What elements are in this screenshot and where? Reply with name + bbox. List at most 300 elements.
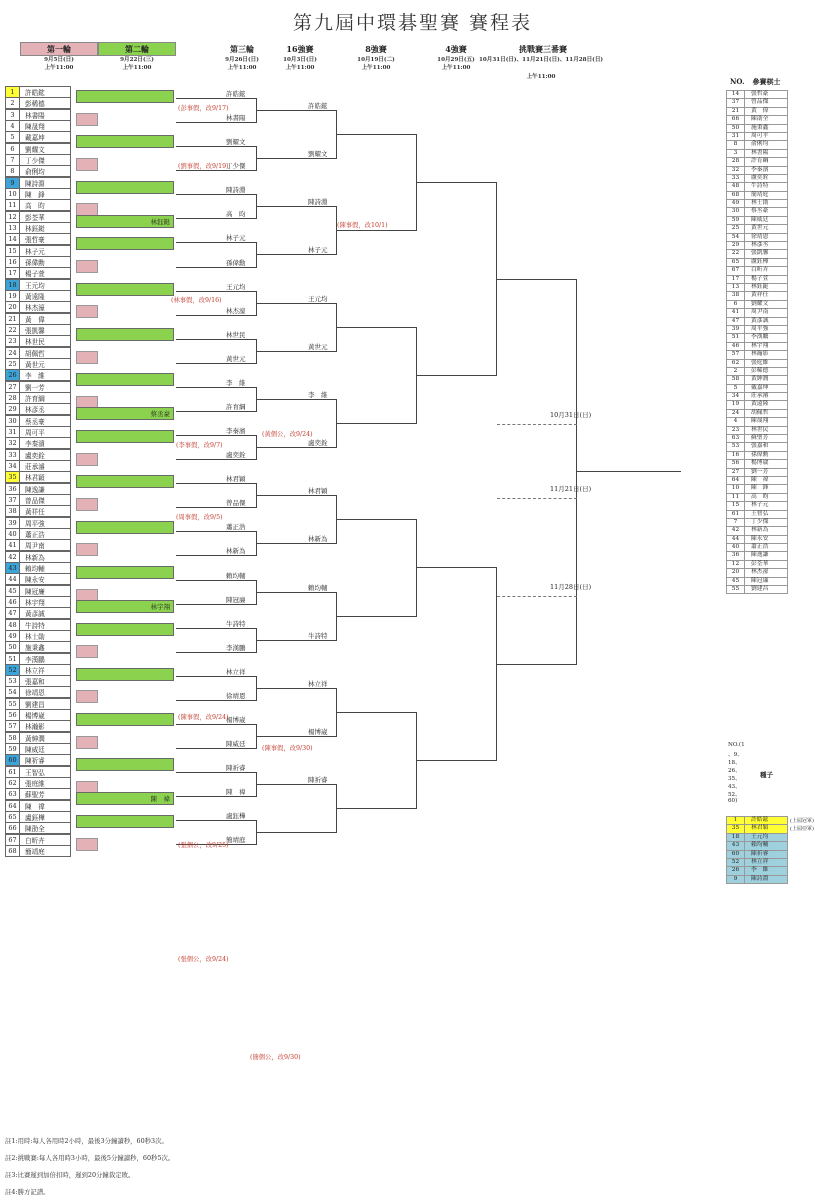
list-no: 45 [727, 578, 745, 585]
bracket-line [496, 664, 577, 665]
list-no: 61 [727, 511, 745, 518]
list-no: 50 [727, 125, 745, 132]
player-slot [5, 562, 71, 574]
seed-number: 65 [6, 812, 20, 822]
player-slot [5, 415, 71, 427]
seed-number: 45 [6, 586, 20, 596]
list-row [726, 267, 788, 275]
player-slot [5, 834, 71, 846]
round16-name: 林子元 [308, 246, 328, 255]
seed-number: 18 [6, 280, 20, 290]
bracket-line [176, 291, 257, 292]
list-row [726, 276, 788, 284]
player-name: 曾品傑 [25, 496, 45, 505]
player-slot [5, 720, 71, 732]
seed-name: 許皓鋐 [751, 817, 769, 823]
round16-name: 王元均 [308, 294, 328, 303]
round2-bar [76, 135, 174, 148]
seed-number: 64 [6, 801, 20, 811]
list-header [730, 77, 810, 87]
list-name: 孫偉勳 [751, 451, 769, 458]
player-slot [5, 131, 71, 143]
seed-number: 31 [6, 427, 20, 437]
round2-bar [76, 430, 174, 443]
final-game-date: 11月28日(日) [550, 583, 592, 591]
player-slot [5, 177, 71, 189]
list-no: 37 [727, 99, 745, 106]
round3-name: 許育綱 [226, 402, 246, 411]
seed-number: 57 [6, 721, 20, 731]
seed-number: 12 [6, 212, 20, 222]
player-name: 徐靖恩 [25, 689, 45, 698]
round3-name: 陳冠廉 [226, 595, 246, 604]
bracket-line [336, 134, 417, 135]
seed-number: 4 [6, 121, 20, 131]
list-row [726, 150, 788, 158]
list-name: 陳逸謙 [751, 552, 769, 559]
round-date: 9月5日(日) [44, 57, 74, 63]
player-slot [5, 653, 71, 665]
round2-bar [76, 815, 174, 828]
list-row [726, 418, 788, 426]
seed-range-text: 26、 [728, 768, 741, 774]
list-name: 林宇翔 [751, 342, 769, 349]
list-row [726, 494, 788, 502]
round-time: 上午11:00 [285, 65, 315, 71]
player-name: 林新為 [25, 553, 45, 562]
round3-name: 簡靖庭 [226, 836, 246, 845]
seed-number: 40 [6, 529, 20, 539]
player-name: 周平強 [25, 519, 45, 528]
bracket-line [176, 122, 257, 123]
player-slot [5, 437, 71, 449]
player-name: 黃 偉 [25, 315, 45, 324]
list-no: 6 [727, 301, 745, 308]
seed-no: 18 [727, 834, 745, 841]
round1-box [76, 645, 98, 658]
seed-number: 43 [6, 563, 20, 573]
list-no: 44 [727, 536, 745, 543]
footnote: 註2:挑戰賽:每人各用時3小時，最後5分鐘讀秒，60秒5次。 [5, 1154, 175, 1162]
list-row [726, 158, 788, 166]
bracket-line [256, 158, 337, 159]
round16-name: 陳祈睿 [308, 776, 328, 785]
seed-title: (上屆亞軍) [790, 826, 814, 833]
round3-name: 林君穎 [226, 475, 246, 484]
bracket-line [176, 628, 257, 629]
player-name: 孫偉勳 [25, 258, 45, 267]
seed-number: 30 [6, 416, 20, 426]
list-no: 11 [727, 494, 745, 501]
player-name: 簡靖庭 [25, 848, 45, 857]
round3-name: 陳威廷 [226, 740, 246, 749]
round2-bar [76, 566, 174, 579]
list-name: 林杰濠 [751, 569, 769, 576]
player-slot [5, 449, 71, 461]
seed-number: 11 [6, 200, 20, 210]
player-slot [5, 471, 71, 483]
round1-box [76, 690, 98, 703]
final-game-date: 11月21日(日) [550, 485, 592, 493]
seed-name: 賴均輔 [751, 842, 769, 849]
seed-number: 17 [6, 268, 20, 278]
round-tab: 第一輪 [20, 42, 98, 56]
seed-number: 20 [6, 302, 20, 312]
round-time: 上午11:00 [227, 65, 257, 71]
bracket-line [176, 531, 257, 532]
list-row [726, 552, 788, 560]
list-row [726, 578, 788, 586]
player-slot [5, 267, 71, 279]
list-row [726, 460, 788, 468]
seed-name: 李 維 [751, 867, 769, 874]
round3-name: 林立祥 [226, 667, 246, 676]
list-row [726, 443, 788, 451]
list-row [726, 427, 788, 435]
seed-number: 8 [6, 166, 20, 176]
bracket-line [336, 423, 417, 424]
bracket-line [176, 363, 257, 364]
list-name: 蕭正浩 [751, 544, 769, 551]
seed-no: 43 [727, 842, 745, 849]
final-game-date: 10月31日(日) [550, 411, 592, 419]
list-row [726, 360, 788, 368]
round-time: 上午11:00 [361, 65, 391, 71]
seed-range-text: NO.(1 [728, 742, 745, 748]
player-slot [5, 596, 71, 608]
player-name: 林君穎 [25, 474, 45, 483]
player-slot [5, 517, 71, 529]
player-name: 盧鈺樺 [25, 814, 45, 823]
list-row [726, 485, 788, 493]
list-row [726, 183, 788, 191]
seed-name: 陳祈睿 [751, 850, 769, 857]
seed-table [726, 816, 788, 884]
seed-number: 58 [6, 733, 20, 743]
seed-number: 59 [6, 744, 20, 754]
list-no: 32 [727, 167, 745, 174]
round3-name: 高 昀 [226, 210, 246, 219]
bracket-line [176, 748, 257, 749]
player-slot [5, 188, 71, 200]
player-name: 張凱馨 [25, 326, 45, 335]
player-slot [5, 641, 71, 653]
player-slot [5, 675, 71, 687]
round16-name: 林立祥 [308, 679, 328, 688]
player-slot [5, 777, 71, 789]
seed-number: 38 [6, 506, 20, 516]
round-date: 10月19日(二) [357, 57, 395, 63]
bracket-line [336, 808, 417, 809]
seed-panel-label: 種子 [760, 771, 773, 779]
player-name: 林立祥 [25, 666, 45, 675]
seed-no: 26 [727, 867, 745, 874]
bracket-line [256, 736, 337, 737]
list-name: 林新為 [751, 527, 769, 534]
list-no: 42 [727, 527, 745, 534]
list-no: 57 [727, 351, 745, 358]
round3-name: 楊博崴 [226, 715, 246, 724]
round3-name: 李秦濱 [226, 427, 246, 436]
bracket-line [256, 399, 337, 400]
player-slot [5, 573, 71, 585]
bracket-line [336, 712, 417, 713]
round2-bar [76, 181, 174, 194]
list-head-no: NO. [730, 77, 745, 86]
seed-number: 51 [6, 654, 20, 664]
seed-number: 9 [6, 178, 20, 188]
bracket-line [176, 411, 257, 412]
player-slot [5, 426, 71, 438]
round16-name: 許皓鋐 [308, 102, 328, 111]
list-no: 21 [727, 108, 745, 115]
seed-row [726, 876, 788, 884]
final-game-line [497, 596, 577, 597]
round1-box [76, 113, 98, 126]
bracket-line [416, 760, 497, 761]
list-row [726, 141, 788, 149]
list-row [726, 401, 788, 409]
seed-range-text: 35、 [728, 776, 741, 782]
list-name: 楊博崴 [751, 460, 769, 467]
round16-name: 劉耀文 [308, 150, 328, 159]
postponement-note: (張個公，改9/24) [178, 956, 229, 963]
list-name: 簡靖庭 [751, 191, 769, 198]
player-slot [5, 732, 71, 744]
list-name: 彭荃華 [751, 560, 769, 567]
list-no: 49 [727, 200, 745, 207]
bracket-line [256, 832, 337, 833]
list-name: 牛詩特 [751, 183, 769, 190]
list-no: 27 [727, 469, 745, 476]
list-no: 10 [727, 485, 745, 492]
round-tab: 第二輪 [98, 42, 176, 56]
round16-name: 黃世元 [308, 342, 328, 351]
list-name: 蔡丞豪 [751, 208, 769, 215]
seed-number: 68 [6, 846, 20, 856]
player-name: 劉建昌 [25, 700, 45, 709]
bracket-line [256, 543, 337, 544]
player-slot [5, 551, 71, 563]
list-no: 29 [727, 242, 745, 249]
round16-name: 林君穎 [308, 487, 328, 496]
list-no: 24 [727, 410, 745, 417]
seed-number: 36 [6, 484, 20, 494]
list-no: 54 [727, 234, 745, 241]
player-slot [5, 800, 71, 812]
seed-number: 2 [6, 98, 20, 108]
player-name: 林彥丞 [25, 406, 45, 415]
seed-number: 15 [6, 246, 20, 256]
list-name: 周平強 [751, 325, 769, 332]
list-name: 李秦濱 [751, 166, 769, 173]
bracket-line [176, 242, 257, 243]
bracket-line [176, 580, 257, 581]
list-name: 林鈺鋌 [751, 283, 769, 290]
player-name: 陳劭全 [25, 825, 45, 834]
seed-number: 50 [6, 642, 20, 652]
player-slot [5, 245, 71, 257]
player-slot [5, 822, 71, 834]
list-name: 高 昀 [751, 493, 769, 500]
seed-number: 5 [6, 132, 20, 142]
round1-box [76, 736, 98, 749]
list-no: 17 [727, 276, 745, 283]
list-name: 戴嘉坤 [751, 384, 769, 391]
bracket-line [176, 218, 257, 219]
round1-box [76, 453, 98, 466]
seed-number: 21 [6, 314, 20, 324]
player-name: 彭稀德 [25, 100, 45, 109]
list-row [726, 234, 788, 242]
list-name: 彭稀德 [751, 367, 769, 374]
player-slot [5, 392, 71, 404]
postponement-note: (陳事假，改10/1) [337, 222, 388, 229]
seed-number: 29 [6, 404, 20, 414]
list-row [726, 225, 788, 233]
player-name: 蕭正浩 [25, 530, 45, 539]
seed-name: 王元均 [751, 833, 769, 840]
seed-number: 6 [6, 144, 20, 154]
bracket-line [176, 772, 257, 773]
list-name: 周可平 [751, 132, 769, 139]
player-name: 林瀚影 [25, 723, 45, 732]
bracket-line [416, 375, 497, 376]
player-name: 許皓鋐 [25, 89, 45, 97]
list-no: 36 [727, 552, 745, 559]
seed-title: (上屆冠軍) [790, 818, 814, 824]
postponement-note: (陳事假，改9/24) [178, 714, 229, 721]
round2-winner: 蔡丞豪 [150, 410, 170, 419]
player-name: 楊子萱 [25, 270, 45, 279]
seed-number: 47 [6, 608, 20, 618]
round3-name: 賴均輔 [226, 571, 246, 580]
player-name: 林宇翔 [25, 598, 45, 607]
round3-name: 林新為 [226, 547, 246, 556]
postponement-note: (周事假，改9/5) [176, 514, 223, 521]
seed-name: 林立祥 [751, 858, 769, 865]
player-slot [5, 279, 71, 291]
bracket-line [256, 784, 337, 785]
player-name: 林杰濠 [25, 304, 45, 313]
list-row [726, 376, 788, 384]
list-no: 8 [727, 141, 745, 148]
seed-number: 53 [6, 676, 20, 686]
seed-number: 56 [6, 710, 20, 720]
bracket-line [256, 351, 337, 352]
list-no: 7 [727, 519, 745, 526]
list-no: 40 [727, 544, 745, 551]
bracket-line [336, 616, 417, 617]
list-name: 白昕卉 [751, 267, 769, 274]
list-no: 58 [727, 376, 745, 383]
list-name: 陳 禕 [751, 476, 769, 483]
list-row [726, 108, 788, 116]
round3-name: 蕭正浩 [226, 523, 246, 532]
player-name: 張哲豪 [25, 236, 45, 245]
seed-number: 67 [6, 835, 20, 845]
list-no: 31 [727, 133, 745, 140]
postponement-note: (劉事假，改9/19) [178, 163, 229, 170]
seed-number: 14 [6, 234, 20, 244]
player-name: 陳 禕 [25, 802, 45, 811]
round3-name: 盧奕銓 [226, 451, 246, 460]
postponement-note: (李事假，改9/7) [176, 442, 223, 449]
seed-number: 22 [6, 325, 20, 335]
round2-bar [76, 283, 174, 296]
list-no: 30 [727, 208, 745, 215]
round-time: 上午11:00 [122, 65, 152, 71]
seed-number: 48 [6, 620, 20, 630]
player-name: 陳晟翔 [25, 122, 45, 131]
list-name: 林彥丞 [751, 242, 769, 249]
player-slot [5, 369, 71, 381]
list-name: 王智弘 [751, 510, 769, 517]
list-no: 46 [727, 343, 745, 350]
round3-name: 許皓鋐 [226, 90, 246, 98]
bracket-line [176, 555, 257, 556]
list-no: 28 [727, 158, 745, 165]
list-no: 67 [727, 267, 745, 274]
seed-number: 28 [6, 393, 20, 403]
round-title: 4強賽 [445, 44, 467, 54]
round-date: 10月3日(日) [283, 57, 317, 63]
list-no: 33 [727, 175, 745, 182]
list-row [726, 469, 788, 477]
seed-number: 1 [6, 87, 20, 97]
list-name: 陳威廷 [751, 216, 769, 223]
seed-number: 63 [6, 789, 20, 799]
seed-number: 33 [6, 450, 20, 460]
player-slot [5, 754, 71, 766]
list-row [726, 527, 788, 535]
player-name: 林鈺鋌 [25, 224, 45, 233]
player-slot [5, 403, 71, 415]
round16-name: 李 維 [308, 390, 328, 399]
list-no: 56 [727, 460, 745, 467]
round-date: 10月29日(五) [437, 57, 475, 63]
list-row [726, 410, 788, 418]
seed-number: 25 [6, 359, 20, 369]
player-slot [5, 358, 71, 370]
player-name: 賴均輔 [25, 564, 45, 573]
player-name: 蘇聖芳 [25, 791, 45, 800]
bracket-line [256, 254, 337, 255]
player-name: 林世民 [25, 338, 45, 347]
list-no: 65 [727, 259, 745, 266]
round3-name: 陳祈睿 [226, 764, 246, 773]
player-name: 黃紳潤 [25, 734, 45, 743]
round16-name: 賴均輔 [308, 583, 328, 592]
list-name: 張哲豪 [751, 91, 769, 97]
seed-range-text: 52、 [728, 792, 741, 798]
seed-number: 23 [6, 336, 20, 346]
bracket-line [256, 688, 337, 689]
player-slot [5, 585, 71, 597]
player-name: 李漢鵬 [25, 655, 45, 664]
list-name: 俞俐均 [751, 141, 769, 148]
seed-no: 9 [727, 876, 745, 883]
player-slot [5, 301, 71, 313]
bracket-line [256, 592, 337, 593]
player-name: 俞俐均 [25, 168, 45, 177]
player-slot [5, 165, 71, 177]
round3-name: 王元均 [226, 282, 246, 291]
bracket-line [176, 676, 257, 677]
list-head-name: 參賽棋士 [752, 77, 781, 86]
list-no: 53 [727, 443, 745, 450]
player-name: 劉耀文 [25, 145, 45, 154]
